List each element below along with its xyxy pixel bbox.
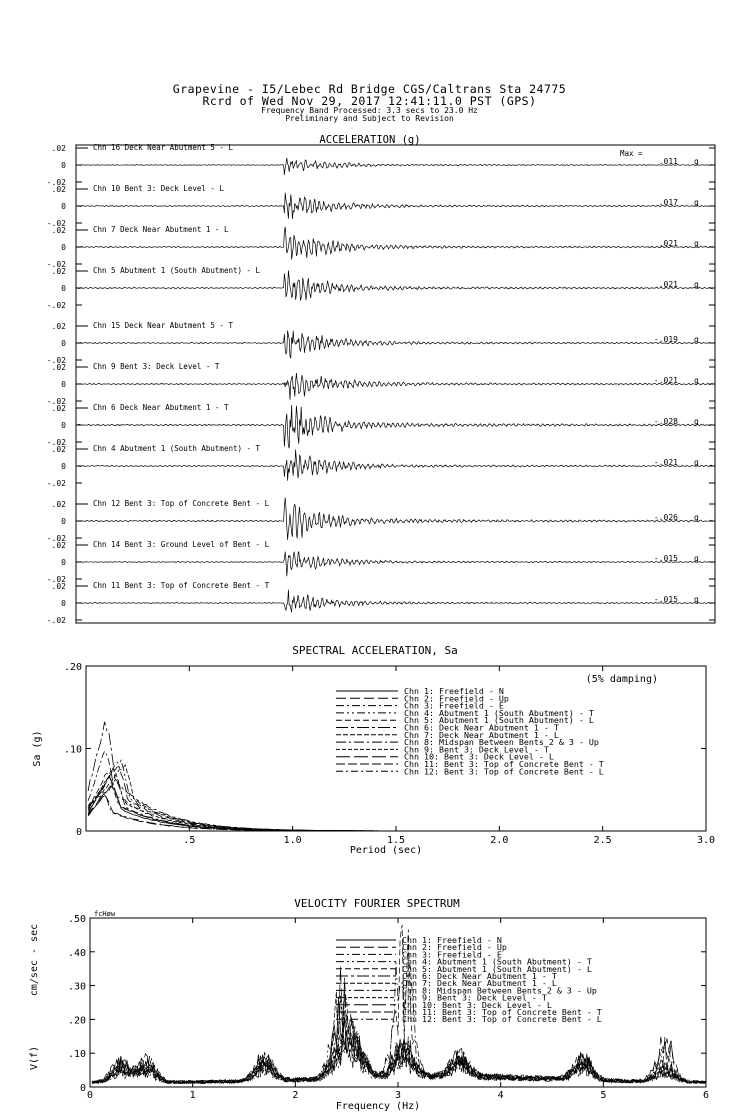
sa-panel xyxy=(32,644,715,856)
x-tick-label: 4 xyxy=(497,1090,504,1101)
y-tick-label: .20 xyxy=(63,662,82,673)
y-tick-label: -.02 xyxy=(46,438,66,447)
y-axis-label: Sa (g) xyxy=(32,730,43,767)
x-axis-label: Period (sec) xyxy=(349,845,423,856)
legend-label: Chn 8: Midspan Between Bents 2 & 3 - Up xyxy=(402,985,597,996)
legend-label: Chn 6: Deck Near Abutment 1 - T xyxy=(402,971,557,981)
y-tick-label: 0 xyxy=(61,202,66,211)
y-tick-label: -.02 xyxy=(46,219,66,228)
x-tick-label: 3 xyxy=(394,1090,402,1101)
channel-trace xyxy=(78,450,712,481)
channel-label: Chn 14 Bent 3: Ground Level of Bent - L xyxy=(93,540,270,549)
y-tick-label: -.02 xyxy=(46,479,66,488)
channel-label: Chn 10 Bent 3: Deck Level - L xyxy=(93,184,224,193)
y-tick-label: .10 xyxy=(63,744,82,756)
x-tick-label: 1.0 xyxy=(283,835,302,846)
channel-label: Chn 9 Bent 3: Deck Level - T xyxy=(93,362,220,371)
channel-unit: g xyxy=(694,335,699,344)
channel-trace xyxy=(78,551,712,576)
y-tick-label: .02 xyxy=(51,500,66,509)
x-tick-label: 1.5 xyxy=(386,835,406,846)
max-label: Max = xyxy=(620,149,643,158)
channel-label: Chn 5 Abutment 1 (South Abutment) - L xyxy=(93,266,261,275)
sa-series-line xyxy=(88,780,394,831)
y-tick-label: 0 xyxy=(61,243,66,252)
legend-label: Chn 7: Deck Near Abutment 1 - L xyxy=(402,978,557,989)
y-tick-label: .40 xyxy=(67,947,86,959)
station-title: Grapevine - I5/Lebec Rd Bridge CGS/Caltrans Sta 24775 xyxy=(172,82,567,96)
y-tick-label: 0 xyxy=(75,827,82,838)
x-tick-label: 2.5 xyxy=(593,835,612,846)
channel-unit: g xyxy=(694,513,699,522)
channel-trace xyxy=(78,158,712,175)
sa-series-line xyxy=(88,769,394,831)
y-tick-label: 0 xyxy=(61,517,66,526)
y-tick-label: 0 xyxy=(61,161,66,170)
y-tick-label: .02 xyxy=(51,404,66,413)
channel-max-value: .021 xyxy=(658,239,678,248)
legend-label: Chn 1: Freefield - N xyxy=(404,686,504,696)
y-tick-label: .50 xyxy=(67,914,86,925)
legend-label: Chn 10: Bent 3: Deck Level - L xyxy=(404,751,554,762)
y-tick-label: -.02 xyxy=(46,356,66,365)
legend-label: Chn 11: Bent 3: Top of Concrete Bent - T xyxy=(402,1007,602,1017)
channel-max-value: -.019 xyxy=(653,335,678,344)
x-tick-label: 1 xyxy=(189,1090,196,1101)
y-axis-unit: cm/sec - sec xyxy=(29,923,40,997)
x-tick-label: 3.0 xyxy=(696,835,716,846)
sa-series-line xyxy=(88,790,394,831)
x-tick-label: 2 xyxy=(292,1090,299,1101)
sa-series-line xyxy=(88,773,394,831)
channel-max-value: -.026 xyxy=(653,513,678,522)
y-tick-label: .02 xyxy=(51,541,66,550)
sa-series-line xyxy=(88,760,394,831)
y-tick-label: -.02 xyxy=(46,260,66,269)
channel-label: Chn 11 Bent 3: Top of Concrete Bent - T xyxy=(93,581,270,590)
sa-title: SPECTRAL ACCELERATION, Sa xyxy=(292,644,458,657)
y-tick-label: 0 xyxy=(61,339,66,348)
legend-label: Chn 9: Bent 3: Deck Level - T xyxy=(402,992,547,1003)
channel-max-value: -.021 xyxy=(653,376,678,385)
channel-unit: g xyxy=(694,280,699,289)
channel-trace xyxy=(78,193,712,219)
x-tick-label: 5 xyxy=(600,1090,607,1101)
channel-trace xyxy=(78,590,712,613)
x-tick-label: 2.0 xyxy=(490,835,509,846)
y-tick-label: -.02 xyxy=(46,534,66,543)
vfs-frame xyxy=(90,918,706,1087)
acceleration-title: ACCELERATION (g) xyxy=(319,134,421,146)
legend-label: Chn 6: Deck Near Abutment 1 - T xyxy=(404,722,559,733)
vfs-panel xyxy=(29,897,709,1112)
y-tick-label: .02 xyxy=(51,363,66,372)
legend-label: Chn 2: Freefield - Up xyxy=(404,693,509,704)
x-tick-label: 6 xyxy=(702,1090,710,1101)
y-tick-label: .02 xyxy=(51,445,66,454)
channel-label: Chn 16 Deck Near Abutment 5 - L xyxy=(93,143,233,152)
sa-series-line xyxy=(88,765,394,831)
y-tick-label: 0 xyxy=(61,558,66,567)
y-tick-label: 0 xyxy=(61,380,66,389)
channel-label: Chn 7 Deck Near Abutment 1 - L xyxy=(93,225,229,234)
y-tick-label: .30 xyxy=(67,981,86,993)
y-tick-label: 0 xyxy=(61,421,66,430)
channel-max-value: -.021 xyxy=(653,458,678,467)
legend-label: Chn 12: Bent 3: Top of Concrete Bent - L xyxy=(404,766,604,777)
y-tick-label: -.02 xyxy=(46,575,66,584)
channel-unit: g xyxy=(694,554,699,563)
y-tick-label: -.02 xyxy=(46,616,66,625)
channel-trace xyxy=(78,270,712,300)
legend-label: Chn 5: Abutment 1 (South Abutment) - L xyxy=(404,715,594,726)
channel-unit: g xyxy=(694,376,699,385)
y-tick-label: .02 xyxy=(51,267,66,276)
legend-label: Chn 10: Bent 3: Deck Level - L xyxy=(402,999,552,1010)
channel-label: Chn 4 Abutment 1 (South Abutment) - T xyxy=(93,444,261,453)
x-axis-label: Frequency (Hz) xyxy=(335,1101,421,1112)
legend-label: Chn 4: Abutment 1 (South Abutment) - T xyxy=(404,707,594,718)
channel-max-value: .011 xyxy=(658,157,678,166)
legend-label: Chn 7: Deck Near Abutment 1 - L xyxy=(404,729,559,740)
legend-label: Chn 1: Freefield - N xyxy=(402,935,502,945)
channel-label: Chn 15 Deck Near Abutment 5 - T xyxy=(93,321,233,330)
x-tick-label: 0 xyxy=(86,1090,94,1101)
channel-unit: g xyxy=(694,157,699,166)
y-tick-label: 0 xyxy=(61,599,66,608)
channel-unit: g xyxy=(694,458,699,467)
legend-label: Chn 11: Bent 3: Top of Concrete Bent - T xyxy=(404,759,604,769)
channel-max-value: -.028 xyxy=(653,417,678,426)
legend-label: Chn 2: Freefield - Up xyxy=(402,942,507,953)
sa-series-line xyxy=(88,786,394,831)
channel-max-value: -.015 xyxy=(653,595,678,604)
y-tick-label: .02 xyxy=(51,226,66,235)
channel-unit: g xyxy=(694,417,699,426)
x-tick-label: .5 xyxy=(183,835,196,846)
channel-trace xyxy=(78,331,712,359)
y-tick-label: .02 xyxy=(51,322,66,331)
y-tick-label: .02 xyxy=(51,582,66,591)
channel-max-value: .017 xyxy=(658,198,678,207)
y-tick-label: -.02 xyxy=(46,178,66,187)
channel-max-value: -.015 xyxy=(653,554,678,563)
y-tick-label: .20 xyxy=(67,1015,86,1027)
preliminary-note: Preliminary and Subject to Revision xyxy=(285,114,454,123)
damping-note: (5% damping) xyxy=(585,674,658,685)
channel-trace xyxy=(78,373,712,400)
channel-max-value: .021 xyxy=(658,280,678,289)
channel-label: Chn 6 Deck Near Abutment 1 - T xyxy=(93,403,229,412)
legend-label: Chn 4: Abutment 1 (South Abutment) - T xyxy=(402,956,592,967)
legend-label: Chn 9: Bent 3: Deck Level - T xyxy=(404,744,549,755)
channel-unit: g xyxy=(694,198,699,207)
vfs-series-line xyxy=(92,997,706,1084)
legend-label: Chn 3: Freefield - E xyxy=(402,949,502,960)
legend-label: Chn 12: Bent 3: Top of Concrete Bent - L xyxy=(402,1014,602,1025)
y-tick-label: .02 xyxy=(51,185,66,194)
y-tick-label: -.02 xyxy=(46,397,66,406)
acceleration-panel xyxy=(47,134,715,625)
y-tick-label: .10 xyxy=(67,1049,86,1061)
legend-label: Chn 3: Freefield - E xyxy=(404,700,504,711)
record-time: Rcrd of Wed Nov 29, 2017 12:41:11.0 PST (GPS) xyxy=(202,93,537,108)
channel-label: Chn 12 Bent 3: Top of Concrete Bent - L xyxy=(93,499,270,508)
y-axis-label: V(f) xyxy=(29,1045,40,1071)
y-tick-label: 0 xyxy=(61,462,66,471)
y-tick-label: 0 xyxy=(79,1083,86,1094)
corner-label: fcHøw xyxy=(94,910,116,918)
y-tick-label: -.02 xyxy=(46,301,66,310)
frequency-band: Frequency Band Processed: 3.3 secs to 23.0 Hz xyxy=(261,106,478,115)
channel-unit: g xyxy=(694,595,699,604)
legend-label: Chn 8: Midspan Between Bents 2 & 3 - Up xyxy=(404,737,599,748)
vfs-title: VELOCITY FOURIER SPECTRUM xyxy=(294,897,460,910)
vfs-series-line xyxy=(92,991,706,1084)
y-tick-label: 0 xyxy=(61,284,66,293)
channel-unit: g xyxy=(694,239,699,248)
y-tick-label: .02 xyxy=(51,144,66,153)
legend-label: Chn 5: Abutment 1 (South Abutment) - L xyxy=(402,963,592,974)
